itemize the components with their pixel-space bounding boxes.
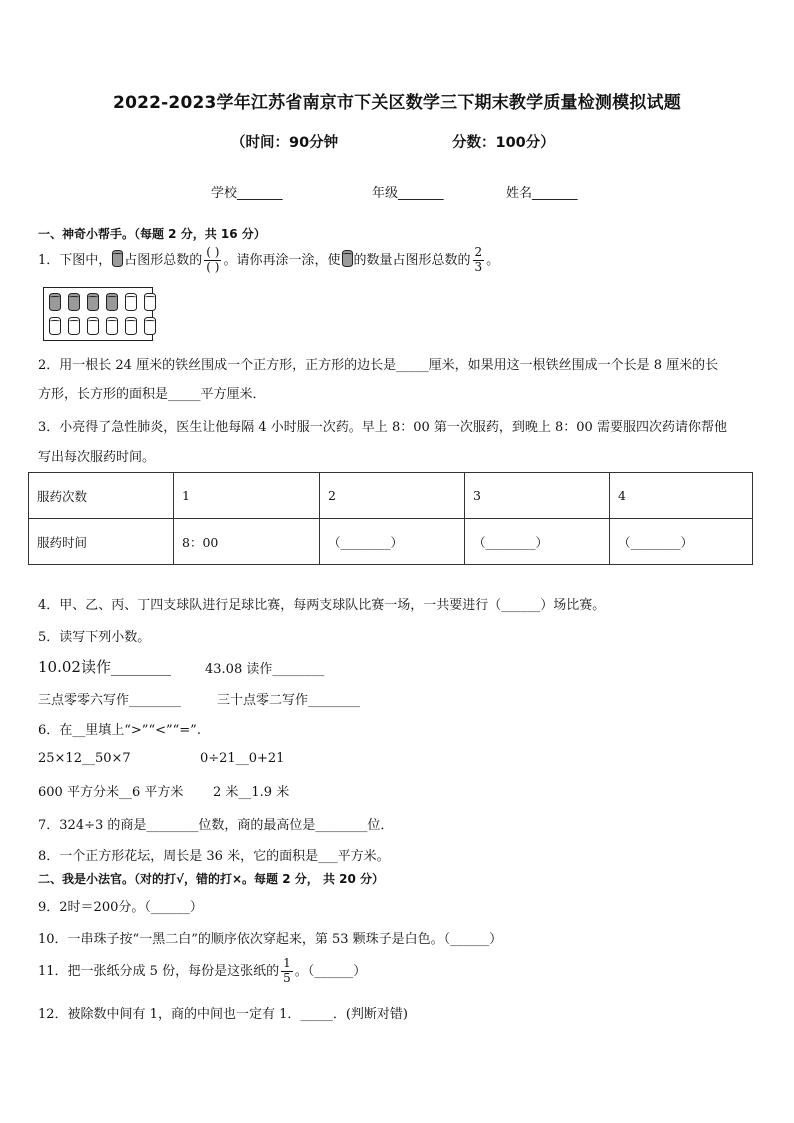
q11-text-b: 。（______）	[294, 963, 367, 979]
q1-text-e: 。	[486, 252, 500, 268]
cylinder-icon[interactable]	[144, 317, 156, 335]
medication-table	[28, 472, 753, 565]
answer-blank[interactable]: （________）	[320, 519, 465, 565]
table-cell: 2	[320, 473, 465, 519]
target-fraction	[473, 246, 485, 275]
question-5: 5．读写下列小数。	[38, 630, 151, 645]
q1-text-c: 。请你再涂一涂，使	[223, 252, 341, 268]
question-8: 8．一个正方形花坛，周长是 36 米，它的面积是___平方米。	[38, 849, 390, 864]
fraction-numerator: 1	[283, 956, 291, 970]
fraction-denominator-blank[interactable]: ( )	[206, 259, 220, 274]
table-row	[29, 473, 753, 519]
table-row	[29, 519, 753, 565]
fraction-denominator: 3	[474, 259, 483, 274]
school-field[interactable]: 学校_______	[211, 186, 283, 201]
cylinder-icon[interactable]	[125, 293, 137, 311]
shaded-cylinder-icon[interactable]	[49, 293, 61, 311]
question-6: 6．在__里填上“>”“<”“=”.	[38, 723, 201, 738]
section-1-heading: 一、神奇小帮手。（每题 2 分，共 16 分）	[38, 227, 266, 241]
question-6d: 2 米__1.9 米	[213, 785, 290, 800]
shaded-cylinder-icon	[112, 250, 123, 267]
page-title: 2022-2023学年江苏省南京市下关区数学三下期末教学质量检测模拟试题	[113, 93, 681, 113]
fraction-denominator: 5	[283, 970, 291, 985]
shaded-cylinder-icon	[342, 250, 353, 267]
grade-field[interactable]: 年级_______	[372, 186, 444, 201]
question-2-line-2: 方形，长方形的面积是_____平方厘米．	[38, 387, 266, 402]
question-5c: 三点零零六写作________	[38, 693, 182, 708]
question-6b: 0÷21__0+21	[200, 751, 285, 766]
cylinder-icon[interactable]	[68, 317, 80, 335]
question-5d: 三十点零二写作________	[217, 693, 361, 708]
cylinder-row-1	[48, 293, 157, 311]
question-7: 7．324÷3 的商是________位数，商的最高位是________位．	[38, 818, 394, 833]
question-2-line-1: 2．用一根长 24 厘米的铁丝围成一个正方形，正方形的边长是_____厘米，如果用这一根铁丝围成一个长是 8 厘米的长	[38, 358, 719, 373]
q1-text-a: 1．下图中，	[38, 252, 112, 268]
question-9: 9．2时＝200分。（______）	[38, 900, 203, 915]
q1-text-b: 占图形总数的	[124, 252, 203, 268]
answer-blank[interactable]: （________）	[465, 519, 610, 565]
cylinder-figure	[43, 287, 153, 341]
question-6c: 600 平方分米__6 平方米	[38, 785, 184, 800]
exam-score: 分数：100分）	[452, 135, 555, 151]
fraction	[281, 957, 293, 986]
table-cell: 服药次数	[29, 473, 174, 519]
fraction-numerator-blank[interactable]: ( )	[206, 245, 220, 259]
question-11	[38, 957, 366, 986]
shaded-cylinder-icon[interactable]	[87, 293, 99, 311]
section-2-heading: 二、我是小法官。（对的打√，错的打×。每题 2 分， 共 20 分）	[38, 872, 384, 886]
table-cell: 服药时间	[29, 519, 174, 565]
table-cell: 1	[174, 473, 320, 519]
exam-time: （时间：90分钟	[231, 135, 339, 151]
shaded-cylinder-icon[interactable]	[68, 293, 80, 311]
name-field[interactable]: 姓名_______	[506, 186, 578, 201]
cylinder-icon[interactable]	[125, 317, 137, 335]
table-cell: 8：00	[174, 519, 320, 565]
cylinder-icon[interactable]	[49, 317, 61, 335]
q1-text-d: 的数量占图形总数的	[353, 252, 471, 268]
cylinder-icon[interactable]	[144, 293, 156, 311]
question-5b: 43.08 读作________	[205, 662, 325, 677]
answer-blank[interactable]: （________）	[610, 519, 753, 565]
cylinder-icon[interactable]	[87, 317, 99, 335]
question-12: 12．被除数中间有 1，商的中间也一定有 1．_____．(判断对错)	[38, 1007, 408, 1022]
shaded-cylinder-icon[interactable]	[106, 293, 118, 311]
question-10: 10．一串珠子按“一黑二白”的顺序依次穿起来，第 53 颗珠子是白色。（______）	[38, 932, 503, 947]
table-cell: 4	[610, 473, 753, 519]
cylinder-row-2	[48, 317, 157, 335]
question-3-line-1: 3．小亮得了急性肺炎，医生让他每隔 4 小时服一次药。早上 8：00 第一次服药，到晚上 8：00 需要服四次药请你帮他	[38, 420, 727, 435]
q11-text-a: 11．把一张纸分成 5 份，每份是这张纸的	[38, 963, 280, 979]
fraction-numerator: 2	[474, 245, 483, 259]
table-cell: 3	[465, 473, 610, 519]
question-6a: 25×12__50×7	[38, 751, 131, 766]
cylinder-icon[interactable]	[106, 317, 118, 335]
question-3-line-2: 写出每次服药时间。	[38, 450, 156, 465]
answer-fraction[interactable]	[204, 246, 221, 275]
question-4: 4．甲、乙、丙、丁四支球队进行足球比赛，每两支球队比赛一场，一共要进行（______）场比赛。	[38, 598, 606, 613]
question-5a: 10.02读作________	[38, 658, 171, 676]
question-1	[38, 246, 499, 275]
